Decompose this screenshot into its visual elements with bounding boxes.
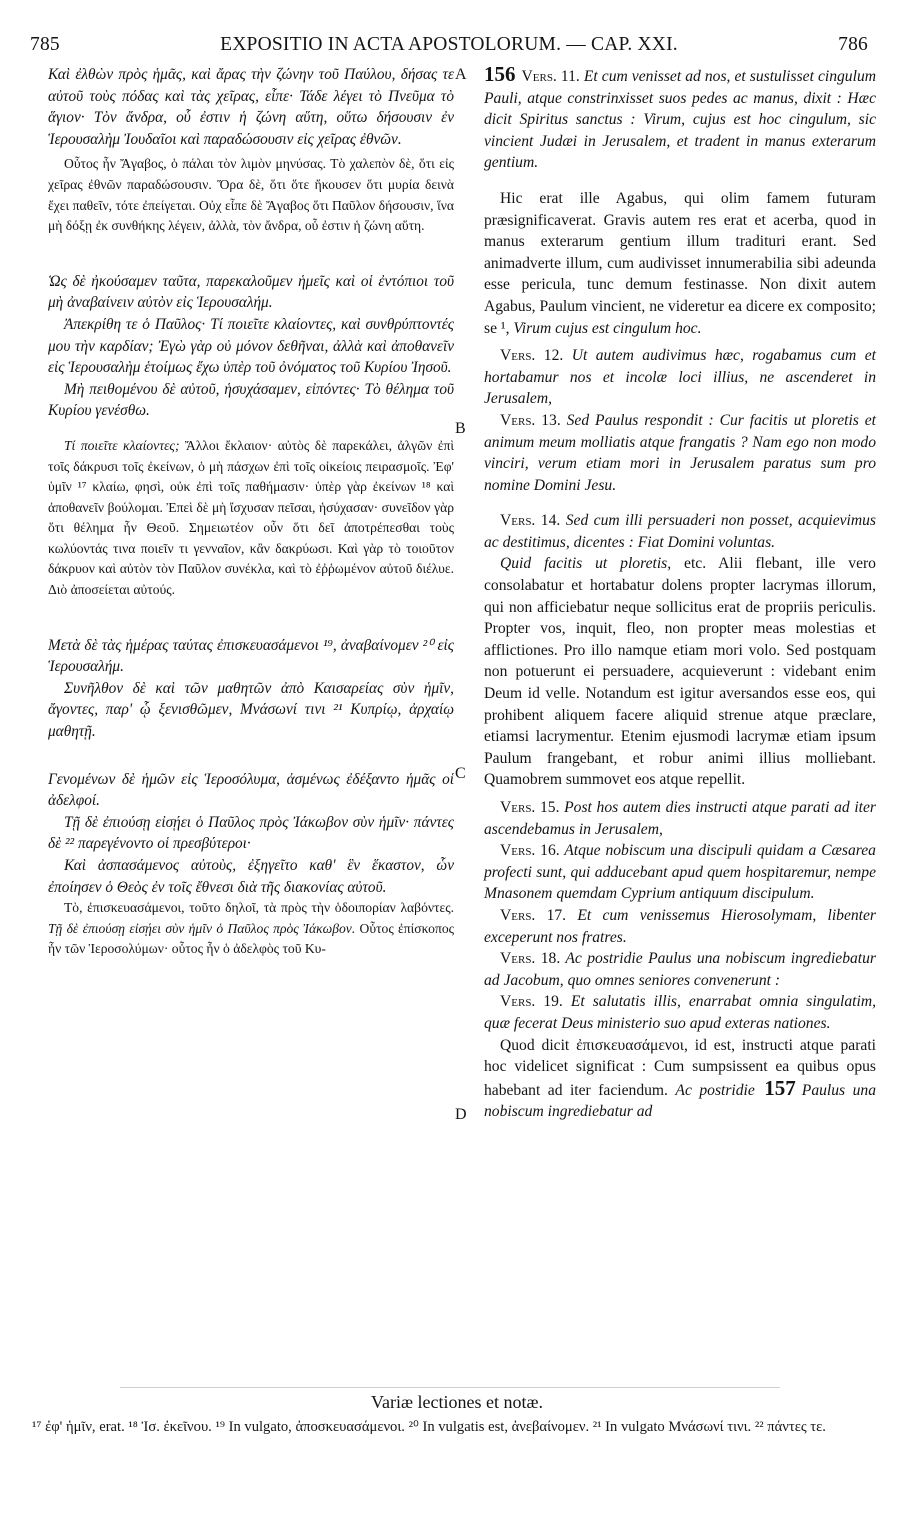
column-number: 157 [764,1075,796,1100]
latin-commentary [484,553,876,791]
verse-text: Ut autem audivimus hæc, rogabamus cum et hortabamur nos et incolæ loci illius, ne ascenderet in Jerusalem, [484,347,876,408]
commentary-text: etc. Alii flebant, ille vero consolabatur et hortabatur dolens propter lacrymas illorum, qui non afficiebatur neque sollicitus erat de propriis periculis. Propter vos, inquit, fleo, non propter meas molestias et afflictiones. Pro illo namque etiam mori volo. Sed postquam non potuerunt ei persuadere, acquieverunt : videbant enim Deum id velle. Notandum est igitur aversandos esse eos, qui prohibent aliquem facere aliquid strenue atque præclare, etiamsi lacrymentur. Etenim ejusmodi lacrymæ etiam ipsum Paulum frangebant, et robur animi illius molliebant. Quamobrem summovet eos atque repellit. [484,555,876,789]
page-number-right: 786 [838,34,868,55]
greek-lemma: Τί ποιεῖτε κλαίοντες; [64,437,180,453]
verse-label: Vers. 14. [500,512,561,530]
commentary-text: Hic erat ille Agabus, qui olim famem futuram præsignificaverat. Gravis autem res erat et acerba, quod in manus exterarum gentium illum tradituri erant. Sed animadverte illum, cum audivisset innumerabilia sibi adeunda esse pericula, tunc demum festinasse. Non dixit autem Agabus, Paulum vincient, ne videretur ea dicere ex composito; se ¹, [484,189,876,337]
section-letter-d: D [455,1106,467,1123]
latin-verse [484,797,876,840]
latin-verse [484,410,876,496]
section-letter-c: C [455,765,466,782]
verse-label: Vers. 16. [500,842,560,860]
commentary-text: Quod dicit ἐπισκευασάμενοι, id est, instructi atque parati hoc videlicet significat : Cum sumpsissent ea quibus opus habebant ad iter faciendum. [484,1036,876,1099]
greek-paragraph [48,436,454,601]
column-number: 156 [484,62,516,86]
greek-paragraph: Καὶ ἀσπασάμενος αὐτοὺς, ἐξηγεῖτο καθ' ἓν ἕκαστον, ὧν ἐποίησεν ὁ Θεὸς ἐν τοῖς ἔθνεσι διὰ τῆς διακονίας αὐτοῦ. [48,857,454,896]
verse-text: Et cum venissemus Hierosolymam, libenter exceperunt nos fratres. [484,906,876,946]
commentary-lemma: Paulus una nobiscum ingrediebatur ad [484,1081,876,1121]
latin-verse [484,64,876,174]
verse-text: Post hos autem dies instructi atque parati ad iter ascendebamus in Jerusalem, [484,799,876,838]
commentary-lemma: Virum cujus est cingulum hoc. [513,319,702,337]
running-header [30,34,868,60]
greek-paragraph: Μὴ πειθομένου δὲ αὐτοῦ, ἡσυχάσαμεν, εἰπόντες· Τὸ θέλημα τοῦ Κυρίου γενέσθω. [48,380,454,420]
latin-verse [484,991,876,1034]
greek-paragraph: Μετὰ δὲ τὰς ἡμέρας ταύτας ἐπισκευασάμενοι ¹⁹, ἀναβαίνομεν ²⁰ εἰς Ἱερουσαλήμ. [48,636,454,676]
latin-column [484,64,876,1123]
latin-commentary [484,1035,876,1123]
latin-verse [484,948,876,991]
verse-text: Et salutatis illis, enarrabat omnia singulatim, quæ fecerat Deus ministerio suo apud exteras nationes. [484,993,876,1032]
verse-label: Vers. 13. [500,411,561,429]
greek-lemma: Τῇ δὲ ἐπιούσῃ εἰσῄει σὺν ἡμῖν ὁ Παῦλος πρὸς Ἰάκωβον. [48,920,356,936]
greek-paragraph: Συνῆλθον δὲ καὶ τῶν μαθητῶν ἀπὸ Καισαρείας σὺν ἡμῖν, ἄγοντες, παρ' ᾧ ξενισθῶμεν, Μνάσωνί τινι ²¹ Κυπρίῳ, ἀρχαίῳ μαθητῇ. [48,679,454,741]
verse-text: Atque nobiscum una discipuli quidam a Cæsarea profecti sunt, qui adducebant apud quem hospitaremur, nempe Mnasonem quemdam Cyprium antiquum discipulum. [484,842,876,903]
section-letter-b: B [455,420,466,437]
latin-verse [484,905,876,948]
greek-paragraph: Τῇ δὲ ἐπιούσῃ εἰσῄει ὁ Παῦλος πρὸς Ἰάκωβον σὺν ἡμῖν· πάντες δὲ ²² παρεγένοντο οἱ πρεσβύτεροι· [48,813,454,853]
page-number-left: 785 [30,34,60,55]
footnotes: ¹⁷ ἐφ' ἡμῖν, erat. ¹⁸ Ἰσ. ἐκεῖνου. ¹⁹ In vulgato, ἀποσκευασάμενοι. ²⁰ In vulgatis est, ἀνεβαίνομεν. ²¹ In vulgato Μνάσωνί τινι. ²² πάντες τε. [32,1419,826,1435]
verse-label: Vers. 19. [500,993,563,1011]
commentary-lemma: Quid facitis ut ploretis, [500,555,672,573]
verse-text: Ac postridie Paulus una nobiscum ingrediebatur ad Jacobum, quo omnes seniores convenerunt : [484,950,876,989]
greek-paragraph: Οὗτος ἦν Ἄγαβος, ὁ πάλαι τὸν λιμὸν μηνύσας. Τὸ χαλεπὸν δὲ, ὅτι εἰς χεῖρας ἐθνῶν παραδώσουσιν. Ὅρα δὲ, ὅτι ὅτε ἤκουσεν ὅτι μυρία δεινὰ ἔχει παθεῖν, τότε ἐπείγεται. Οὐχ εἶπε δὲ Ἄγαβος ὅτι Παῦλον δήσουσιν, ἵνα μὴ δόξῃ ἐκ συνθήκης λέγειν, ἀλλὰ, τὸν ἄνδρα, οὗ ἐστιν ἡ ζώνη αὕτη. [48,156,454,234]
section-letter-a: A [455,66,467,83]
latin-verse [484,345,876,410]
greek-paragraph: Ἀπεκρίθη τε ὁ Παῦλος· Τί ποιεῖτε κλαίοντες, καὶ συνθρύπτοντές μου τὴν καρδίαν; Ἐγὼ γὰρ οὐ μόνον δεθῆναι, ἀλλὰ καὶ ἀποθανεῖν εἰς Ἱερουσαλὴμ ἑτοίμως ἔχω ὑπὲρ τοῦ ὀνόματος τοῦ Κυρίου Ἰησοῦ. [48,315,454,377]
verse-label: Vers. 12. [500,347,564,365]
latin-verse [484,510,876,553]
greek-commentary: Ἄλλοι ἔκλαιον· αὐτὸς δὲ παρεκάλει, ἀλγῶν ἐπὶ τοῖς δάκρυσι τοῖς ἐκείνων, ὁ μὴ πάσχων ἐπὶ τοῖς οἰκείοις πειρασμοῖς. Ἐφ' ὑμῖν ¹⁷ κλαίω, φησὶ, οὐκ ἐπὶ τοῖς παθήμασιν· ὑπὲρ γὰρ ἐκείνων ¹⁸ καὶ ἀποθανεῖν βούλομαι. Ἐπεὶ δὲ μὴ ἴσχυσαν πεῖσαι, ἡσύχασαν· συνεῖδον γὰρ ὅτι θέλημα ἦν Θεοῦ. Σημειωτέον οὖν ὅτι δεῖ ἀποτρέπεσθαι τοὺς κωλύοντάς τινα ποιεῖν τι γενναῖον, κἂν δακρύωσι. Καὶ γὰρ τὸ τοιοῦτον δάκρυον καὶ αὐτὸν τὸν Παῦλον συνέκλα, καὶ τὸ ἐῤῥωμένον αὐτοῦ διέλυε. Διὸ ἀποσείεται αὐτούς. [48,437,454,598]
verse-label: Vers. 18. [500,950,561,968]
verse-label: Vers. 15. [500,799,560,816]
notes-title: Variæ lectiones et notæ. [371,1392,543,1412]
notes-divider [120,1387,780,1388]
verse-text: Sed cum illi persuaderi non posset, acquievimus ac destitimus, dicentes : Fiat Domini voluntas. [484,512,876,551]
greek-paragraph [48,898,454,960]
greek-commentary: Τὸ, ἐπισκευασάμενοι, τοῦτο δηλοῖ, τὰ πρὸς τὴν ὁδοιπορίαν λαβόντες. [64,900,454,916]
greek-column [48,64,454,960]
greek-paragraph: Ὡς δὲ ἠκούσαμεν ταῦτα, παρεκαλοῦμεν ἡμεῖς καὶ οἱ ἐντόπιοι τοῦ μὴ ἀναβαίνειν αὐτὸν εἰς Ἱερουσαλήμ. [48,272,454,312]
running-title: EXPOSITIO IN ACTA APOSTOLORUM. — CAP. XXI. [220,34,678,55]
verse-label: Vers. 11. [521,68,580,85]
latin-verse [484,840,876,905]
greek-paragraph: Γενομένων δὲ ἡμῶν εἰς Ἱεροσόλυμα, ἀσμένως ἐδέξαντο ἡμᾶς οἱ ἀδελφοί. [48,770,454,810]
greek-commentary: Οὗτος ἐπίσκοπος ἦν τῶν Ἱεροσολύμων· οὗτος ἦν ὁ ἀδελφὸς τοῦ Κυ- [48,920,454,957]
greek-paragraph: Καὶ ἐλθὼν πρὸς ἡμᾶς, καὶ ἄρας τὴν ζώνην τοῦ Παύλου, δήσας τε αὐτοῦ τοὺς πόδας καὶ τὰς χεῖρας, εἶπε· Τάδε λέγει τὸ Πνεῦμα τὸ ἅγιον· Τὸν ἄνδρα, οὗ ἐστιν ἡ ζώνη αὕτη, οὕτω δήσουσιν ἐν Ἱερουσαλὴμ Ἰουδαῖοι καὶ παραδώσουσιν εἰς χεῖρας ἐθνῶν. [48,66,454,148]
commentary-lemma: Ac postridie [675,1081,755,1099]
verse-label: Vers. 17. [500,906,567,924]
verse-text: Sed Paulus respondit : Cur facitis ut ploretis et animum meum molliatis atque frangatis ? Nam ego non modo vinciri, verum etiam mori in Jerusalem paratus sum pro nomine Domini Jesu. [484,411,876,494]
latin-commentary [484,188,876,339]
verse-text: Et cum venisset ad nos, et sustulisset cingulum Pauli, atque constrinxisset suos pedes ac manus, dixit : Hæc dicit Spiritus sanctus : Virum, cujus est hoc cingulum, sic vincient Judæi in Jerusalem, et tradent in manus exterarum gentium. [484,68,876,172]
